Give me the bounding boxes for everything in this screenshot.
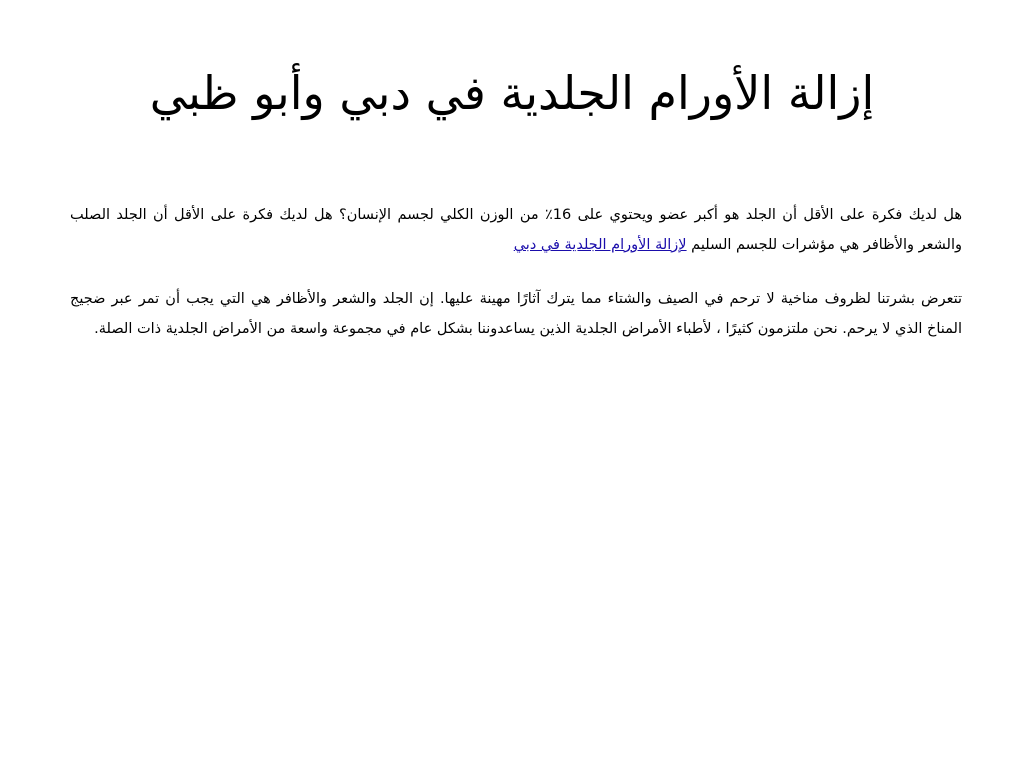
paragraph-intro-text: هل لديك فكرة على الأقل أن الجلد هو أكبر عضو ويحتوي على 16٪ من الوزن الكلي لجسم الإنسان؟ هل لديك فكرة على الأقل أن الجلد الصلب والشعر والأظافر هي مؤشرات للجسم السليم bbox=[70, 207, 962, 253]
slide-body bbox=[70, 200, 962, 366]
slide-title: إزالة الأورام الجلدية في دبي وأبو ظبي bbox=[149, 66, 875, 120]
paragraph-climate bbox=[70, 284, 962, 344]
paragraph-intro bbox=[70, 200, 962, 260]
paragraph-climate-text: تتعرض بشرتنا لظروف مناخية لا ترحم في الصيف والشتاء مما يترك آثارًا مهينة عليها. إن الجلد والشعر والأظافر هي التي يجب أن تمر عبر ضجيج المناخ الذي لا يرحم. نحن ملتزمون كثيرًا ، لأطباء الأمراض الجلدية الذين يساعدوننا بشكل عام في مجموعة واسعة من الأمراض الجلدية ذات الصلة. bbox=[70, 291, 962, 337]
skin-tumor-removal-link[interactable]: لإزالة الأورام الجلدية في دبي bbox=[513, 237, 687, 253]
